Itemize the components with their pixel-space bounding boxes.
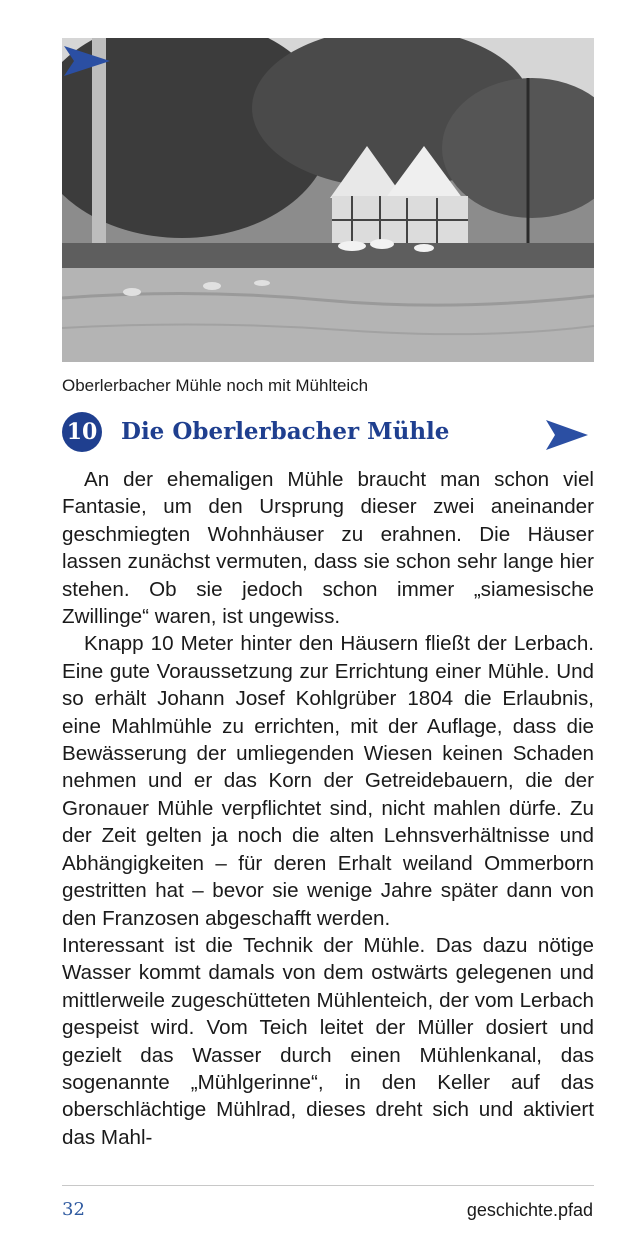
footer-label: geschichte.pfad [466, 1200, 593, 1220]
paragraph: Interessant ist die Technik der Mühle. Das dazu nötige Wasser kommt damals von dem ostwärts gelegenen und mittlerweile zugeschütteten Mühlenteich, der vom Lerbach gespeist wird. Vom Teich leitet der Müller dosiert und gezielt das Wasser durch einen Mühlenkanal, das sogenannte „Mühlgerinne“, in den Keller auf das oberschlächtige Mühlrad, dieses dreht sich und aktiviert das Mahl- [62, 933, 594, 1149]
paragraph: An der ehemaligen Mühle braucht man schon viel Fantasie, um den Ursprung dieser zwei aneinander geschmiegten Wohnhäuser zu erahnen. Die Häuser lassen zunächst vermuten, dass sie schon sehr lange hier stehen. Ob sie jedoch schon immer „siamesische Zwillinge“ waren, ist ungewiss. [62, 468, 594, 629]
mill-photo-illustration [62, 38, 594, 362]
section-title: Die Oberlerbacher Mühle [121, 418, 450, 445]
section-number-badge: 10 [62, 412, 102, 452]
photo-caption: Oberlerbacher Mühle noch mit Mühlteich [62, 376, 369, 395]
arrow-right-icon [544, 418, 590, 452]
article-body [62, 466, 594, 1151]
page-number: 32 [62, 1199, 85, 1220]
footer-divider [62, 1185, 594, 1186]
arrow-right-icon [62, 44, 112, 78]
paragraph: Knapp 10 Meter hinter den Häusern fließt der Lerbach. Eine gute Voraussetzung zur Errichtung einer Mühle. Und so erhält Johann Josef Kohlgrüber 1804 die Erlaubnis, eine Mahlmühle zu errichten, mit der Auflage, dass die Bewässerung der umliegenden Wiesen keinen Schaden nehmen und er das Korn der Getreidebauern, die der Gronauer Mühle verpflichtet sind, nicht mahlen dürfe. Zu der Zeit gelten ja noch die alten Lehnsverhältnisse und Abhängigkeiten – für deren Erhalt weiland Ommerborn gestritten hat – bevor sie wenige Jahre später dann von den Franzosen abgeschafft werden. [62, 632, 594, 930]
mill-photo [62, 38, 594, 362]
